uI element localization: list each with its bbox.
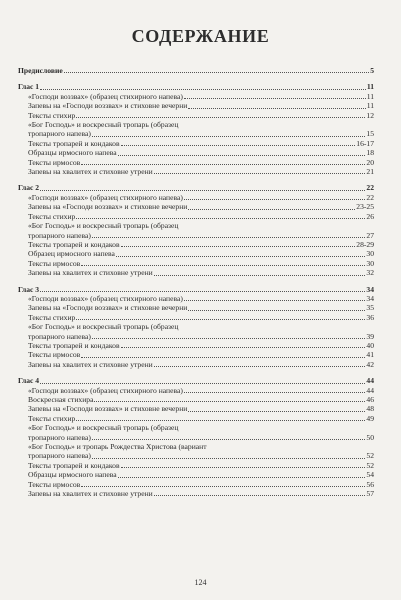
toc-entry-label: Глас 3 (18, 284, 40, 294)
toc-entry-label: Образцы ирмосного напева (28, 470, 117, 480)
toc-entry-label: Тексты тропарей и кондаков (28, 340, 120, 350)
dot-leader (121, 145, 356, 146)
toc-entry-label: Глас 4 (18, 376, 40, 386)
toc-entry (18, 433, 374, 442)
toc-entry-label: «Бог Господь» и воскресный тропарь (образец (28, 221, 179, 231)
toc-entry-page: 40 (366, 340, 374, 350)
dot-leader (92, 136, 366, 137)
toc-entry-label: «Бог Господь» и тропарь Рождества Христова (вариант (28, 442, 207, 452)
toc-entry-page: 39 (366, 331, 374, 341)
dot-leader (118, 155, 366, 156)
toc-entry-page: 48 (366, 404, 374, 414)
toc-entry (18, 461, 374, 470)
toc-entry-page: 21 (366, 167, 374, 177)
dot-leader (154, 173, 366, 174)
toc-entry-label: Тексты ирмосов (28, 258, 81, 268)
toc-entry (18, 404, 374, 413)
toc-entry (18, 341, 374, 350)
toc-entry (18, 111, 374, 120)
dot-leader (154, 495, 366, 496)
dot-leader (184, 98, 366, 99)
toc-entry (18, 360, 374, 369)
toc-entry-page: 32 (366, 268, 374, 278)
toc-entry (18, 212, 374, 221)
toc-entry-page: 30 (366, 249, 374, 259)
dot-leader (184, 300, 366, 301)
toc-entry (18, 268, 374, 277)
toc-entry-label: Запевы на «Господи воззвах» и стиховне вечерни (28, 202, 188, 212)
toc-entry-page: 5 (370, 66, 374, 75)
toc-entry-page: 22 (366, 192, 374, 202)
dot-leader (184, 392, 366, 393)
toc-entry-label: Воскресная стихира (28, 395, 94, 404)
toc-entry (18, 120, 374, 129)
toc-entry (18, 489, 374, 498)
toc-entry (18, 313, 374, 322)
section-gap (18, 278, 374, 285)
dot-leader (188, 108, 365, 109)
toc-entry (18, 414, 374, 423)
toc-entry-page: 30 (366, 258, 374, 268)
toc-entry-label: Запевы на «Господи воззвах» и стиховне вечерни (28, 303, 188, 313)
toc-entry-label: Тексты стихир (28, 110, 76, 120)
toc-entry-page: 54 (366, 470, 374, 480)
toc-entry-label: Запевы на «Господи воззвах» и стиховне вечерни (28, 404, 188, 414)
dot-leader (188, 209, 355, 210)
toc-entry-page: 11 (366, 82, 374, 92)
dot-leader (81, 357, 365, 358)
toc-entry-page: 44 (366, 376, 374, 386)
toc-entry-page: 46 (366, 395, 374, 404)
toc-entry (18, 303, 374, 312)
toc-entry-label: Тексты стихир (28, 312, 76, 322)
toc-entry (18, 322, 374, 331)
toc-entry-label: Запевы на хвалитех и стиховне утрени (28, 489, 153, 499)
dot-leader (81, 486, 365, 487)
toc-entry (18, 259, 374, 268)
toc-entry-label: Запевы на хвалитех и стиховне утрени (28, 268, 153, 278)
toc-entry-label: Тексты стихир (28, 211, 76, 221)
dot-leader (92, 338, 366, 339)
toc-entry-page: 34 (366, 293, 374, 303)
toc-entry-label: Тексты ирмосов (28, 350, 81, 360)
dot-leader (40, 190, 365, 191)
toc-entry-page: 52 (366, 460, 374, 470)
toc-entry (18, 101, 374, 110)
toc-entry (18, 148, 374, 157)
dot-leader (184, 199, 366, 200)
toc-entry-label: тропарного напева) (28, 129, 91, 139)
dot-leader (188, 411, 365, 412)
toc-entry-label: Тексты ирмосов (28, 157, 81, 167)
section-gap (18, 369, 374, 376)
toc-entry (18, 231, 374, 240)
dot-leader (81, 164, 365, 165)
toc-entry-label: Глас 2 (18, 183, 40, 193)
toc-entry (18, 221, 374, 230)
toc-entry (18, 480, 374, 489)
section-gap (18, 75, 374, 82)
toc-entry (18, 350, 374, 359)
toc-entry-label: Тексты тропарей и кондаков (28, 460, 120, 470)
dot-leader (92, 439, 366, 440)
toc-entry-page: 34 (366, 284, 374, 294)
toc-entry-page: 16-17 (356, 138, 374, 148)
toc-entry-page: 50 (366, 432, 374, 442)
toc-entry-label: Запевы на хвалитех и стиховне утрени (28, 359, 153, 369)
dot-leader (40, 89, 366, 90)
toc-entry-label: «Бог Господь» и воскресный тропарь (образец (28, 120, 179, 130)
toc-entry (18, 386, 374, 395)
dot-leader (154, 275, 366, 276)
toc-entry-label: «Господи воззвах» (образец стихирного напева) (28, 192, 183, 202)
toc-entry (18, 470, 374, 479)
dot-leader (40, 291, 365, 292)
section-gap (18, 176, 374, 183)
toc-entry-label: «Бог Господь» и воскресный тропарь (образец (28, 322, 179, 332)
toc-entry-page: 44 (366, 385, 374, 395)
dot-leader (64, 72, 370, 73)
toc-section-heading (18, 82, 374, 91)
toc-entry (18, 423, 374, 432)
toc-entry (18, 92, 374, 101)
dot-leader (188, 310, 365, 311)
table-of-contents (18, 66, 374, 498)
toc-entry (18, 193, 374, 202)
toc-entry-label: тропарного напева) (28, 230, 91, 240)
toc-entry-label: «Бог Господь» и воскресный тропарь (образец (28, 423, 179, 433)
dot-leader (94, 401, 365, 402)
dot-leader (76, 117, 365, 118)
toc-entry-page: 18 (366, 148, 374, 158)
dot-leader (92, 458, 366, 459)
toc-entry (18, 294, 374, 303)
toc-entry-page: 12 (366, 110, 374, 120)
toc-entry (18, 395, 374, 404)
toc-entry-page: 11 (366, 91, 374, 101)
toc-entry-page: 26 (366, 211, 374, 221)
toc-section-heading (18, 183, 374, 192)
toc-entry-page: 35 (366, 303, 374, 313)
toc-entry-page: 28-29 (356, 239, 374, 249)
dot-leader (76, 319, 365, 320)
toc-entry (18, 158, 374, 167)
toc-entry-label: Тексты тропарей и кондаков (28, 239, 120, 249)
toc-entry-label: Запевы на «Господи воззвах» и стиховне вечерни (28, 101, 188, 111)
page-title: СОДЕРЖАНИЕ (131, 26, 270, 46)
dot-leader (81, 265, 365, 266)
toc-entry (18, 202, 374, 211)
toc-entry-label: Глас 1 (18, 82, 40, 92)
toc-entry-page: 15 (366, 129, 374, 139)
toc-entry (18, 139, 374, 148)
toc-entry-label: Тексты ирмосов (28, 479, 81, 489)
dot-leader (154, 366, 366, 367)
toc-entry-label: Тексты стихир (28, 413, 76, 423)
toc-entry-label: «Господи воззвах» (образец стихирного напева) (28, 91, 183, 101)
toc-entry-page: 20 (366, 157, 374, 167)
page-number: 124 (194, 578, 207, 587)
dot-leader (76, 420, 365, 421)
toc-entry-page: 52 (366, 451, 374, 461)
toc-entry-label: Образец ирмосного напева (28, 249, 115, 259)
dot-leader (40, 383, 365, 384)
toc-entry-page: 11 (366, 101, 374, 111)
toc-entry-page: 49 (366, 413, 374, 423)
dot-leader (121, 347, 366, 348)
toc-entry-page: 57 (366, 489, 374, 499)
dot-leader (76, 218, 365, 219)
toc-entry (18, 129, 374, 138)
toc-entry-preface (18, 66, 374, 75)
toc-section-heading (18, 376, 374, 385)
dot-leader (118, 477, 366, 478)
toc-entry (18, 451, 374, 460)
toc-entry (18, 240, 374, 249)
toc-entry-label: «Господи воззвах» (образец стихирного напева) (28, 293, 183, 303)
toc-entry-page: 27 (366, 230, 374, 240)
toc-entry (18, 167, 374, 176)
toc-entry-page: 22 (366, 183, 374, 193)
toc-entry-label: Запевы на хвалитех и стиховне утрени (28, 167, 153, 177)
toc-entry (18, 249, 374, 258)
toc-entry (18, 442, 374, 451)
dot-leader (92, 237, 366, 238)
toc-entry-label: Предисловие (18, 66, 63, 75)
toc-entry-page: 42 (366, 359, 374, 369)
toc-entry-label: тропарного напева) (28, 451, 91, 461)
dot-leader (121, 246, 356, 247)
toc-entry-page: 41 (366, 350, 374, 360)
toc-entry-label: Тексты тропарей и кондаков (28, 138, 120, 148)
toc-entry-label: тропарного напева) (28, 432, 91, 442)
toc-entry-page: 36 (366, 312, 374, 322)
dot-leader (116, 256, 366, 257)
dot-leader (121, 467, 366, 468)
toc-entry-label: «Господи воззвах» (образец стихирного напева) (28, 385, 183, 395)
toc-section-heading (18, 285, 374, 294)
toc-entry-page: 56 (366, 479, 374, 489)
toc-entry-page: 23-25 (356, 202, 374, 212)
toc-entry (18, 332, 374, 341)
toc-entry-label: тропарного напева) (28, 331, 91, 341)
toc-entry-label: Образцы ирмосного напева (28, 148, 117, 158)
